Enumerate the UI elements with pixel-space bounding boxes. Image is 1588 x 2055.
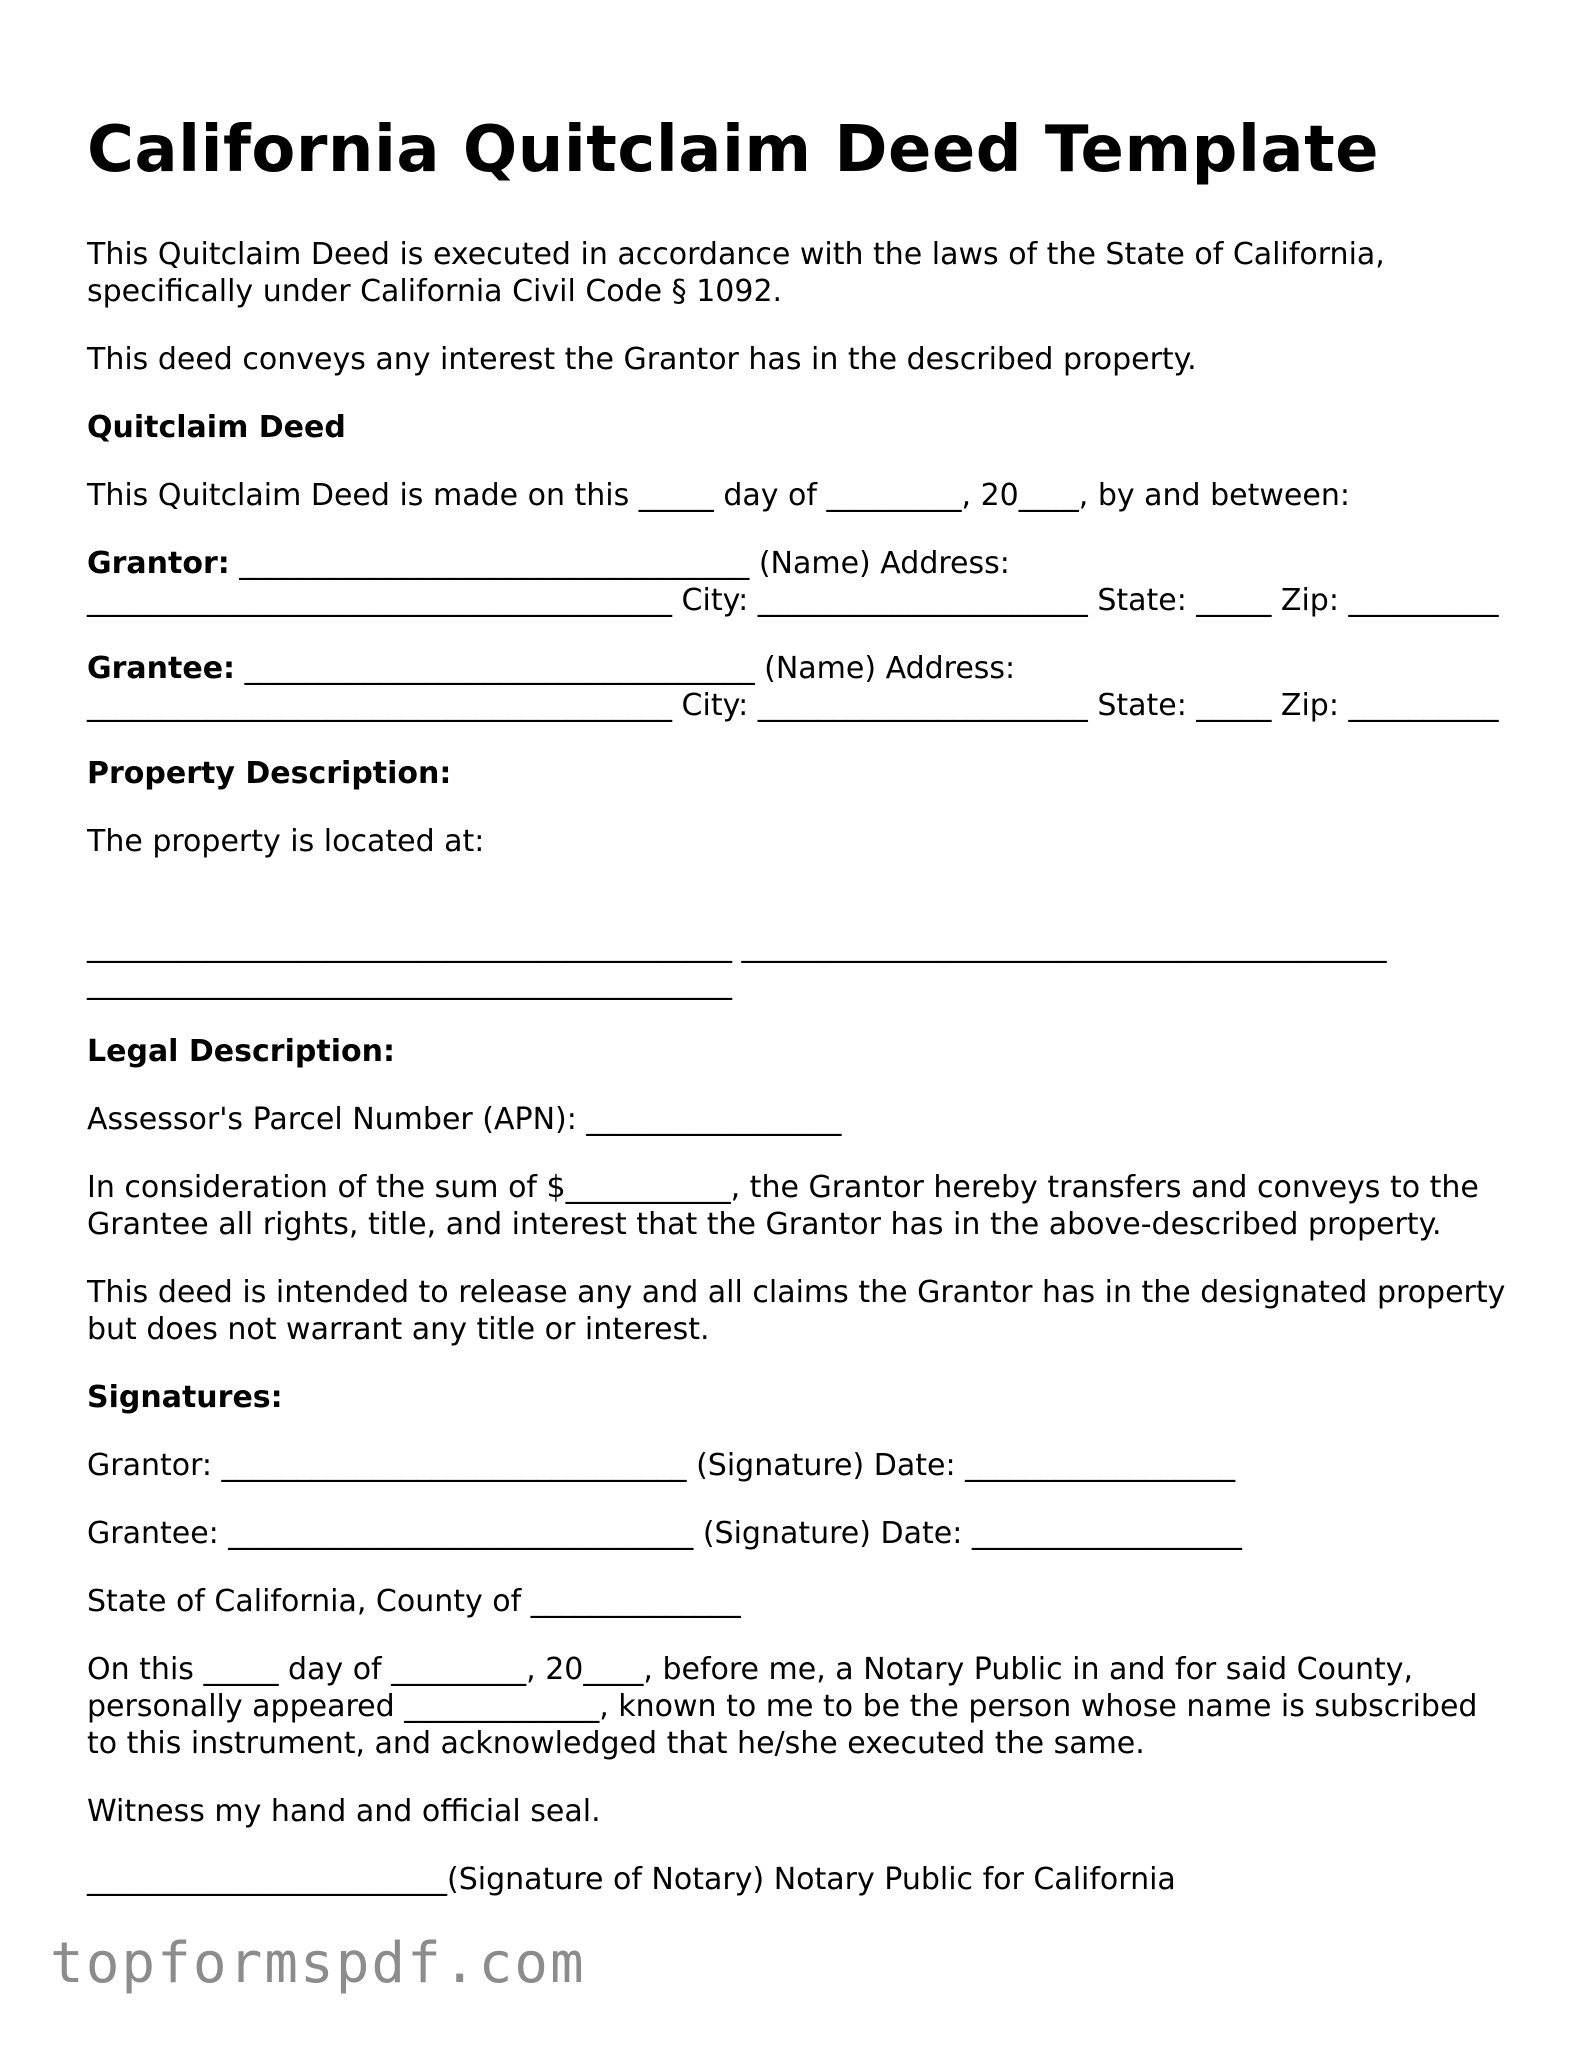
notary-signature-line: ________________________(Signature of Notary) Notary Public for California bbox=[87, 1862, 1176, 1897]
grantor-block bbox=[87, 545, 1507, 619]
release-paragraph: This deed is intended to release any and all claims the Grantor has in the designated property but does not warrant any title or interest. bbox=[87, 1275, 1506, 1347]
property-address-lines: ___________________________________________ ___________________________________________ ___________________________________________ bbox=[87, 929, 1387, 1001]
section-heading-signatures: Signatures: bbox=[87, 1380, 283, 1415]
document-page bbox=[87, 108, 1507, 1929]
conveyance-paragraph: This deed conveys any interest the Grantor has in the described property. bbox=[87, 342, 1197, 377]
grantor-label: Grantor: bbox=[87, 546, 230, 581]
section-heading-legal: Legal Description: bbox=[87, 1034, 395, 1069]
grantee-block bbox=[87, 650, 1507, 724]
section-heading-quitclaim: Quitclaim Deed bbox=[87, 410, 346, 445]
made-on-paragraph: This Quitclaim Deed is made on this _____ day of _________, 20____, by and between: bbox=[87, 478, 1350, 513]
intro-paragraph: This Quitclaim Deed is executed in accordance with the laws of the State of California, specifically under California Civil Code § 1092. bbox=[87, 237, 1385, 309]
grantor-fields: __________________________________ (Name) Address: _______________________________________ City: ______________________ State: _____ Zip: __________ bbox=[87, 546, 1499, 618]
consideration-paragraph: In consideration of the sum of $___________, the Grantor hereby transfers and conveys to the Grantee all rights, title, and interest that the Grantor has in the above-described property. bbox=[87, 1170, 1479, 1242]
grantor-signature-line: Grantor: _______________________________ (Signature) Date: __________________ bbox=[87, 1448, 1236, 1483]
document-title: California Quitclaim Deed Template bbox=[87, 113, 1380, 187]
apn-line: Assessor's Parcel Number (APN): _________________ bbox=[87, 1102, 842, 1137]
county-line: State of California, County of ______________ bbox=[87, 1584, 741, 1619]
property-located-text: The property is located at: bbox=[87, 824, 485, 859]
witness-line: Witness my hand and official seal. bbox=[87, 1794, 601, 1829]
grantee-fields: __________________________________ (Name) Address: _______________________________________ City: ______________________ State: _____ Zip: __________ bbox=[87, 651, 1499, 723]
grantee-signature-line: Grantee: _______________________________ (Signature) Date: __________________ bbox=[87, 1516, 1242, 1551]
section-heading-property: Property Description: bbox=[87, 756, 452, 791]
site-watermark: topformspdf.com bbox=[50, 1931, 586, 1996]
notary-acknowledgment: On this _____ day of _________, 20____, before me, a Notary Public in and for said County, personally appeared _____________, known to me to be the person whose name is subscribed to this instrument, and acknowledged that he/she executed the same. bbox=[87, 1652, 1478, 1761]
grantee-label: Grantee: bbox=[87, 651, 236, 686]
